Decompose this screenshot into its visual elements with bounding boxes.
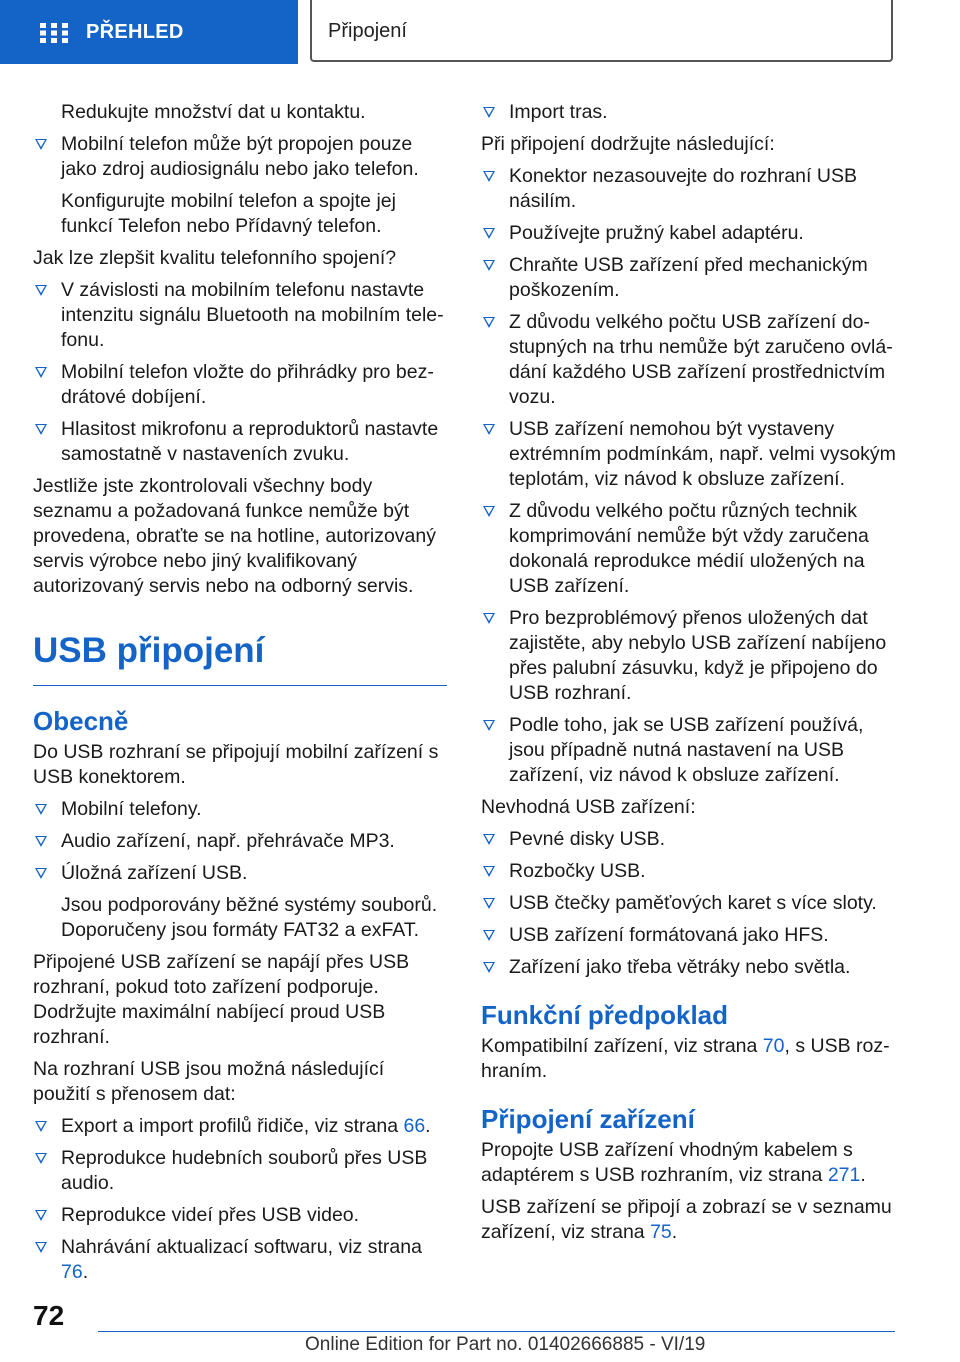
paragraph-text: USB zařízení se připojí a zobrazí se v seznamu zařízení, viz strana — [481, 1196, 892, 1243]
triangle-bullet-icon — [35, 424, 47, 435]
bullet-list — [33, 132, 447, 182]
triangle-bullet-icon — [35, 285, 47, 296]
list-item — [33, 360, 447, 410]
list-item-text: Zařízení jako třeba větráky nebo světla. — [509, 956, 851, 978]
list-item — [481, 100, 896, 125]
triangle-bullet-icon — [483, 834, 495, 845]
list-item-text: USB čtečky paměťových karet s více sloty. — [509, 892, 877, 914]
list-item — [481, 499, 896, 599]
list-item-text: V závislosti na mobilním telefonu nastavte intenzitu signálu Bluetooth na mobilním telefonu. — [61, 279, 444, 351]
list-item-text: Hlasitost mikrofonu a reproduktorů nastavte samostatně v nastaveních zvuku. — [61, 418, 439, 465]
list-item — [33, 829, 447, 854]
triangle-bullet-icon — [483, 317, 495, 328]
list-item-text: USB zařízení nemohou být vystaveny extrémním podmínkám, např. velmi vysokým teplotám, viz návod k obsluze zařízení. — [509, 418, 896, 490]
list-item — [33, 797, 447, 822]
list-item-text: Reprodukce hudebních souborů přes USB audio. — [61, 1147, 428, 1194]
triangle-bullet-icon — [35, 868, 47, 879]
triangle-bullet-icon — [35, 1210, 47, 1221]
list-item-text: Mobilní telefon může být propojen pouze jako zdroj audiosignálu nebo jako telefon. — [61, 133, 419, 180]
triangle-bullet-icon — [35, 1121, 47, 1132]
paragraph: Při připojení dodržujte následující: — [481, 133, 775, 155]
triangle-bullet-icon — [35, 139, 47, 150]
list-item — [481, 221, 896, 246]
list-item-text: Rozbočky USB. — [509, 860, 646, 882]
list-item: Nahrávání aktualizací softwaru, viz strana 76. — [33, 1235, 447, 1285]
list-item — [481, 713, 896, 788]
triangle-bullet-icon — [483, 866, 495, 877]
paragraph: Připojené USB zařízení se napájí přes USB rozhraní, pokud toto zařízení podporuje. Dodržujte maximální nabíjecí proud USB rozhraní. — [33, 951, 410, 1048]
right-column — [481, 100, 896, 1252]
list-item-text: USB zařízení formátovaná jako HFS. — [509, 924, 829, 946]
list-item — [33, 417, 447, 467]
bullet-list — [33, 1114, 447, 1285]
list-item-text: Používejte pružný kabel adaptéru. — [509, 222, 804, 244]
list-item-text: Audio zařízení, např. přehrávače MP3. — [61, 830, 395, 852]
subsection-heading: Obecně — [33, 706, 129, 736]
triangle-bullet-icon — [483, 260, 495, 271]
paragraph: Jsou podporovány běžné systémy souborů. Doporučeny jsou formáty FAT32 a exFAT. — [61, 894, 438, 941]
list-item — [33, 861, 447, 886]
paragraph-text: Kompatibilní zařízení, viz strana — [481, 1035, 763, 1057]
list-item — [481, 827, 896, 852]
list-item-text: Mobilní telefon vložte do přihrádky pro bezdrátové dobíjení. — [61, 361, 434, 408]
list-item — [33, 278, 447, 353]
list-item: Export a import profilů řidiče, viz strana 66. — [33, 1114, 447, 1139]
paragraph: Na rozhraní USB jsou možná následující použití s přenosem dat: — [33, 1058, 385, 1105]
triangle-bullet-icon — [483, 506, 495, 517]
list-item — [33, 1146, 447, 1196]
triangle-bullet-icon — [483, 898, 495, 909]
triangle-bullet-icon — [483, 720, 495, 731]
list-item-text: Chraňte USB zařízení před mechanickým poškozením. — [509, 254, 868, 301]
page-link[interactable]: 66 — [403, 1115, 426, 1137]
top-navigation — [0, 0, 960, 66]
list-item-text: Pevné disky USB. — [509, 828, 666, 850]
paragraph — [481, 1034, 896, 1084]
list-item-text: Nahrávání aktualizací softwaru, viz strana — [61, 1236, 422, 1258]
grid-icon — [40, 23, 68, 43]
triangle-bullet-icon — [483, 930, 495, 941]
list-item — [33, 132, 447, 182]
left-column — [33, 100, 447, 1292]
subsection-heading: Připojení zařízení — [481, 1104, 695, 1134]
edition-footer: Online Edition for Part no. 01402666885 - VI/19 — [305, 1334, 706, 1355]
list-item — [481, 606, 896, 706]
footer-divider — [98, 1331, 895, 1332]
triangle-bullet-icon — [483, 228, 495, 239]
triangle-bullet-icon — [35, 1242, 47, 1253]
triangle-bullet-icon — [35, 804, 47, 815]
triangle-bullet-icon — [483, 613, 495, 624]
paragraph-text: Propojte USB zařízení vhodným kabelem s adaptérem s USB rozhraním, viz strana — [481, 1139, 853, 1186]
list-item — [481, 891, 896, 916]
list-item-text: Z důvodu velkého počtu USB zařízení dostupných na trhu nemůže být zaručeno ovládání každého USB zařízení prostřednictvím vozu. — [509, 311, 893, 408]
triangle-bullet-icon — [483, 424, 495, 435]
page-link[interactable]: 70 — [762, 1035, 785, 1057]
page-link[interactable]: 75 — [650, 1221, 672, 1243]
list-item-text: Pro bezproblémový přenos uložených dat zajistěte, aby nebylo USB zařízení nabíjeno přes palubní zásuvku, když je připojeno do USB rozhraní. — [509, 607, 887, 704]
list-item — [481, 955, 896, 980]
paragraph: Redukujte množství dat u kontaktu. — [61, 101, 366, 123]
list-item-text: Mobilní telefony. — [61, 798, 202, 820]
list-item-text: Úložná zařízení USB. — [61, 862, 248, 884]
list-item-text: Podle toho, jak se USB zařízení používá, jsou případně nutná nastavení na USB zařízení, viz návod k obsluze zařízení. — [509, 714, 864, 786]
subsection-heading: Funkční předpoklad — [481, 1000, 729, 1030]
paragraph: Propojte USB zařízení vhodným kabelem s adaptérem s USB rozhraním, viz strana 271. — [481, 1139, 866, 1186]
triangle-bullet-icon — [483, 107, 495, 118]
section-title: Připojení — [328, 20, 407, 42]
bullet-list — [33, 278, 447, 467]
bullet-list — [33, 797, 447, 886]
paragraph-text: , s USB rozhraním. — [481, 1035, 890, 1082]
list-item — [481, 923, 896, 948]
list-item-text: Import tras. — [509, 101, 608, 123]
section-heading: USB připojení — [33, 631, 447, 686]
triangle-bullet-icon — [483, 962, 495, 973]
list-item — [481, 164, 896, 214]
triangle-bullet-icon — [483, 171, 495, 182]
paragraph: Jestliže jste zkontrolovali všechny body seznamu a požadovaná funkce nemůže být provedena, obraťte se na hotline, autorizovaný servis výrobce nebo jiný kvalifikovaný autorizovaný servis nebo na odborný servis. — [33, 475, 436, 597]
bullet-list — [481, 100, 896, 125]
overview-label: PŘEHLED — [86, 21, 184, 43]
list-item — [481, 859, 896, 884]
bullet-list — [481, 164, 896, 788]
list-item — [33, 1203, 447, 1228]
paragraph: Jak lze zlepšit kvalitu telefonního spojení? — [33, 247, 397, 269]
list-item — [481, 417, 896, 492]
paragraph: USB zařízení se připojí a zobrazí se v seznamu zařízení, viz strana 75. — [481, 1196, 892, 1243]
triangle-bullet-icon — [35, 836, 47, 847]
page-link[interactable]: 76 — [61, 1261, 83, 1283]
list-item-text: Konektor nezasouvejte do rozhraní USB násilím. — [509, 165, 857, 212]
section-tab[interactable] — [310, 0, 893, 62]
list-item-text: Reprodukce videí přes USB video. — [61, 1204, 360, 1226]
page-link[interactable]: 271 — [827, 1164, 861, 1186]
paragraph: Do USB rozhraní se připojují mobilní zařízení s USB konektorem. — [33, 741, 439, 788]
list-item — [481, 310, 896, 410]
page-number: 72 — [33, 1300, 65, 1331]
list-item-text: Z důvodu velkého počtu různých technik komprimování nemůže být vždy zaručena dokonalá reprodukce médií uložených na USB zařízení. — [509, 500, 869, 597]
paragraph: Nevhodná USB zařízení: — [481, 796, 696, 818]
triangle-bullet-icon — [35, 367, 47, 378]
bullet-list — [481, 827, 896, 980]
triangle-bullet-icon — [35, 1153, 47, 1164]
paragraph: Konfigurujte mobilní telefon a spojte jej funkcí Telefon nebo Přídavný telefon. — [61, 190, 396, 237]
list-item-text: Export a import profilů řidiče, viz strana — [61, 1115, 404, 1137]
list-item — [481, 253, 896, 303]
overview-tab[interactable] — [0, 0, 298, 64]
